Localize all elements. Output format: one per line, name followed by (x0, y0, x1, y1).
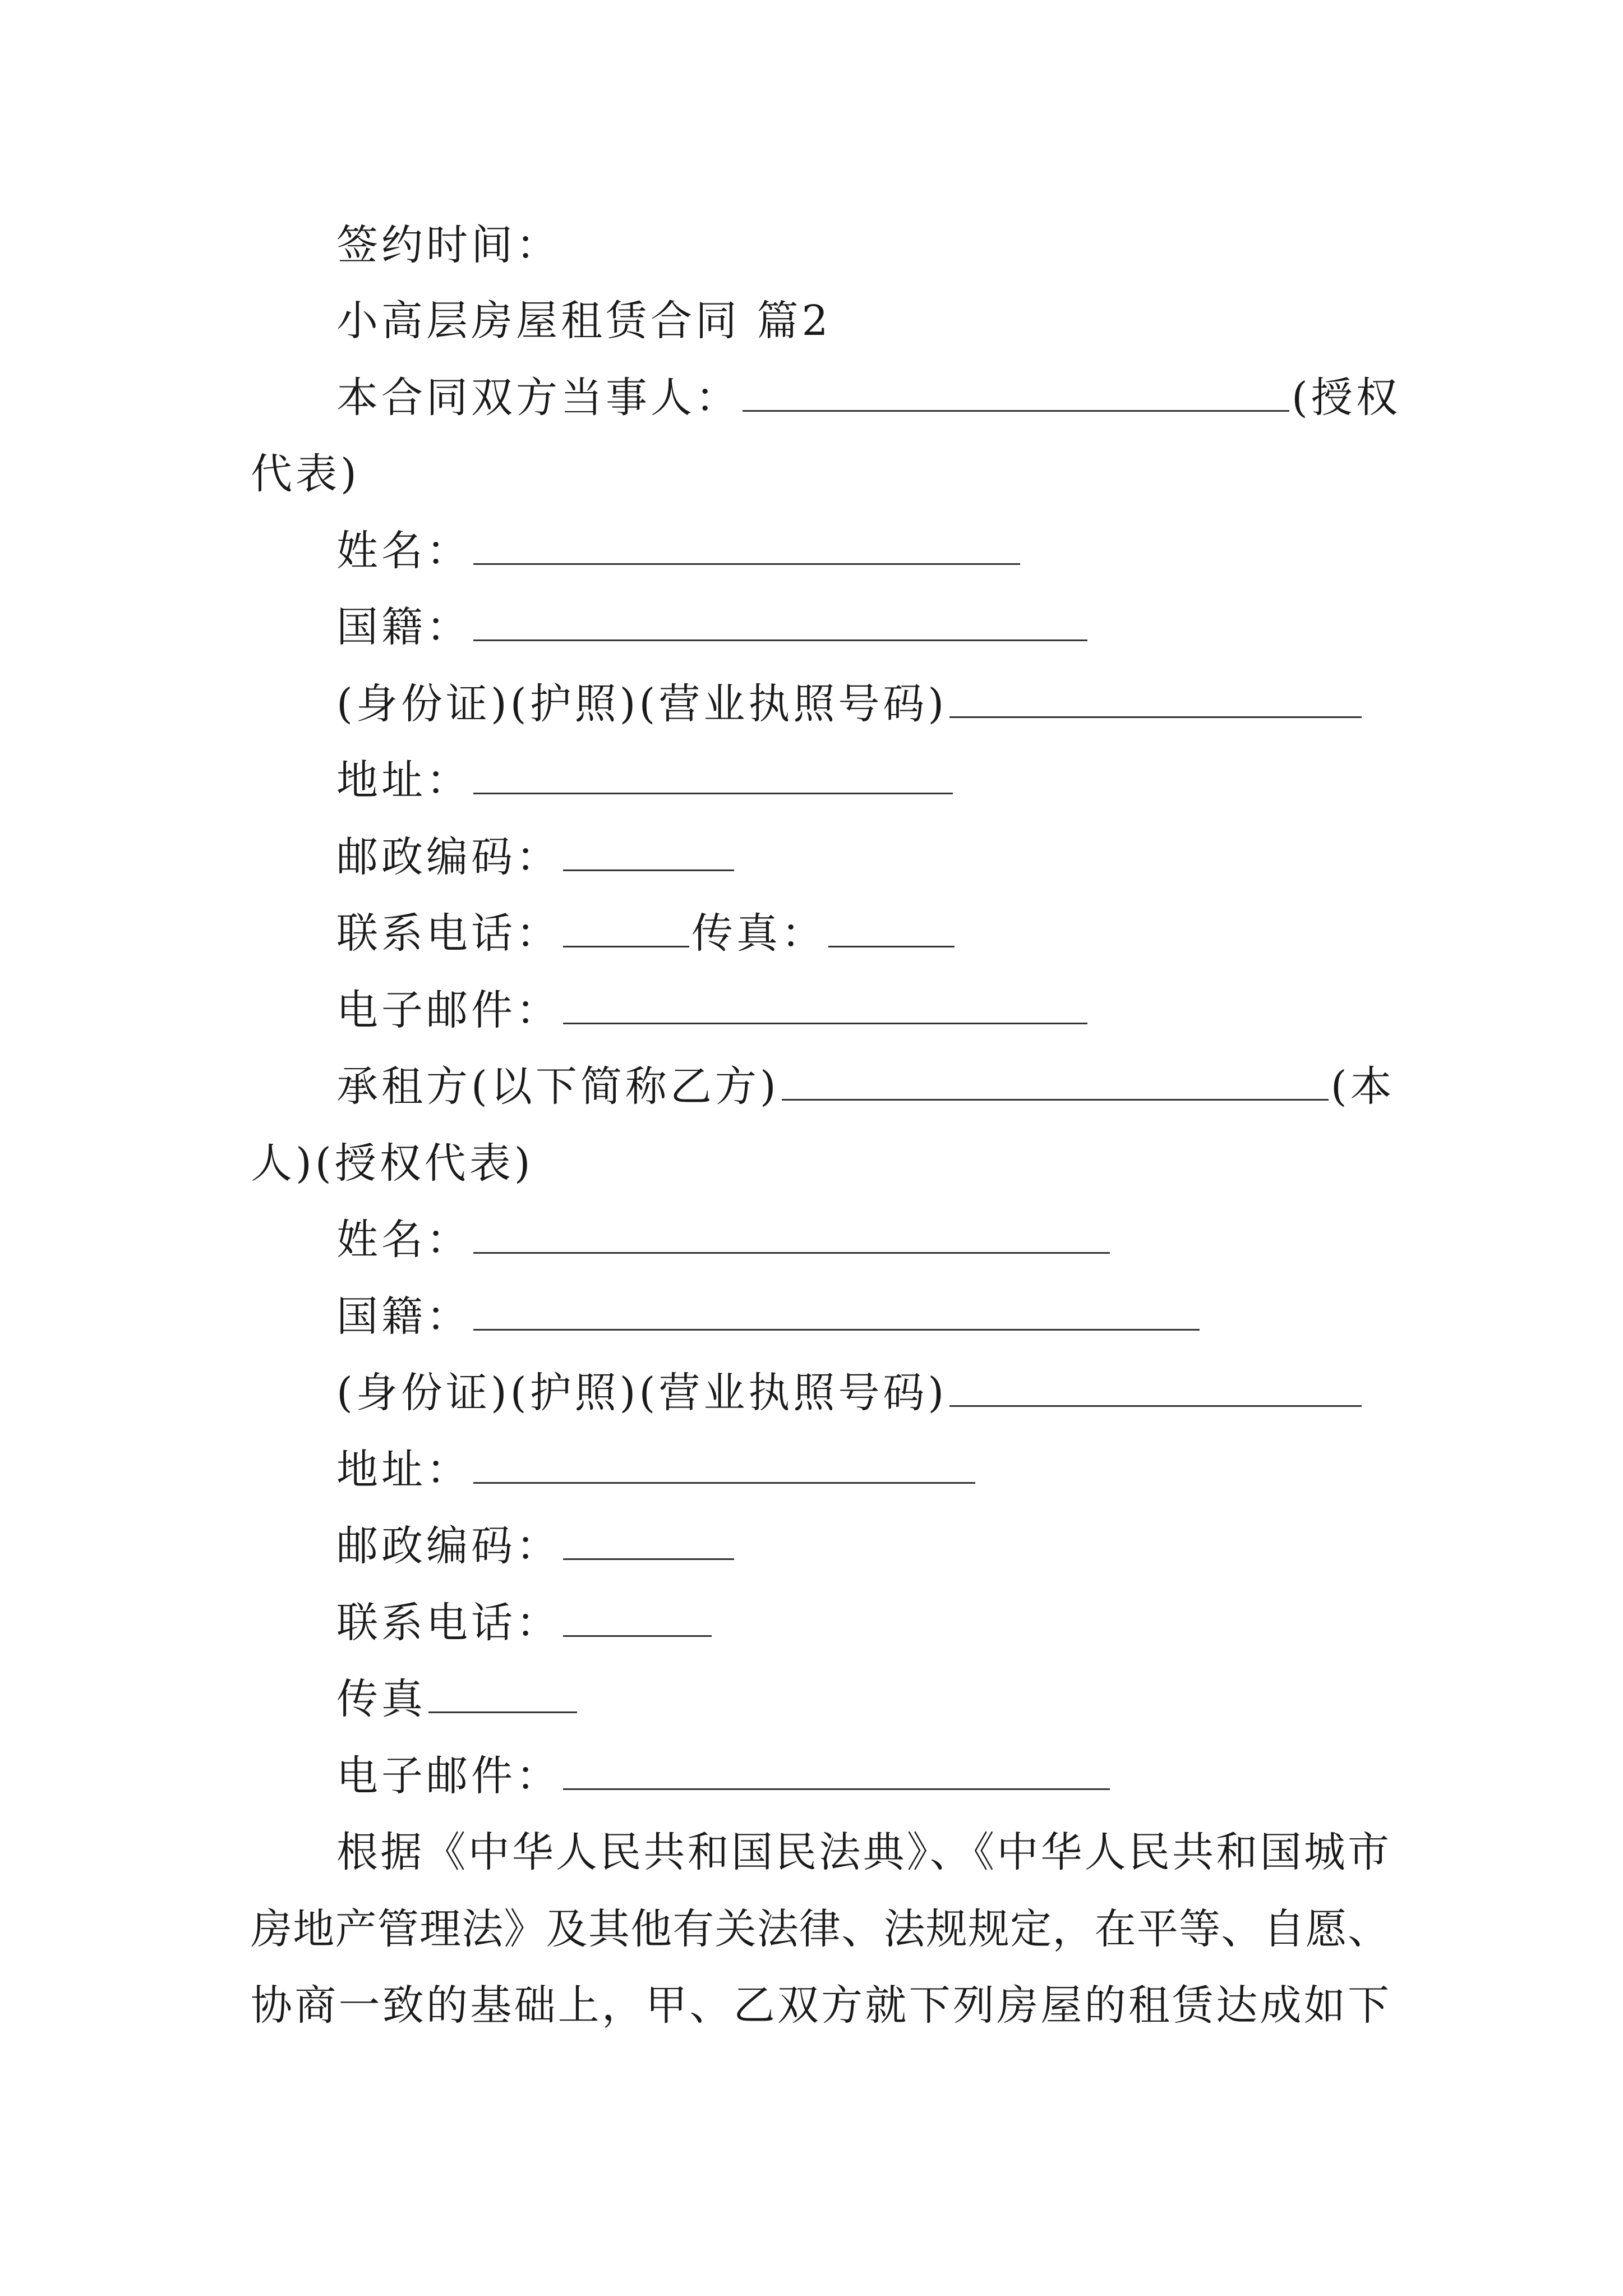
lessor-id-row: (身份证)(护照)(营业执照号码) (336, 683, 1364, 725)
lessor-name-row: 姓名： (336, 530, 1022, 572)
lessee-email-row: 电子邮件： (336, 1755, 1112, 1797)
lessee-nationality-blank[interactable] (473, 1299, 1200, 1331)
lessee-id-blank[interactable] (949, 1375, 1362, 1407)
lessee-email-blank[interactable] (563, 1758, 1110, 1790)
lessor-id-blank[interactable] (949, 686, 1362, 718)
lessee-postcode-row: 邮政编码： (336, 1525, 736, 1567)
lessee-phone-row: 联系电话： (336, 1602, 714, 1644)
lessee-line: 承租方(以下简称乙方) (本 (336, 1062, 1395, 1111)
lessor-address-row: 地址： (336, 760, 955, 801)
lessee-phone-blank[interactable] (563, 1605, 712, 1637)
lessee-postcode-blank[interactable] (563, 1528, 734, 1560)
lessor-fax-blank[interactable] (828, 915, 955, 947)
lessor-postcode-blank[interactable] (563, 839, 734, 871)
lessee-continuation: 人)(授权代表) (251, 1139, 534, 1188)
lessor-email-row: 电子邮件： (336, 990, 1090, 1031)
lessee-fax-row: 传真 (336, 1678, 579, 1720)
lessor-postcode-row: 邮政编码： (336, 836, 736, 878)
sign-time-label: 签约时间： (336, 221, 561, 269)
lessee-id-row: (身份证)(护照)(营业执照号码) (336, 1372, 1364, 1414)
body-line-2: 房地产管理法》及其他有关法律、法规规定，在平等、自愿、 (251, 1905, 1389, 1953)
lessee-nationality-row: 国籍： (336, 1296, 1202, 1337)
lessee-fax-blank[interactable] (428, 1681, 577, 1713)
lessor-nationality-blank[interactable] (473, 609, 1087, 641)
body-line-1: 根据《中华人民共和国民法典》、《中华人民共和国城市 (336, 1828, 1389, 1876)
lessor-email-blank[interactable] (563, 992, 1087, 1024)
lessee-name-blank[interactable] (473, 1222, 1110, 1254)
lessee-address-blank[interactable] (473, 1452, 975, 1484)
lessor-nationality-row: 国籍： (336, 606, 1090, 648)
lessee-address-row: 地址： (336, 1449, 978, 1490)
lessor-phone-row: 联系电话： 传真： (336, 913, 957, 954)
lessor-phone-blank[interactable] (563, 915, 689, 947)
parties-continuation: 代表) (251, 450, 360, 498)
parties-blank[interactable] (743, 380, 1289, 412)
parties-line: 本合同双方当事人： (授权 (336, 374, 1401, 422)
lessor-name-blank[interactable] (473, 533, 1020, 565)
lessee-name-row: 姓名： (336, 1219, 1112, 1260)
lessor-address-blank[interactable] (473, 762, 953, 794)
body-line-3: 协商一致的基础上，甲、乙双方就下列房屋的租赁达成如下 (251, 1981, 1389, 2030)
lessee-blank[interactable] (782, 1069, 1329, 1101)
section-title: 小高层房屋租赁合同 篇2 (336, 297, 832, 345)
